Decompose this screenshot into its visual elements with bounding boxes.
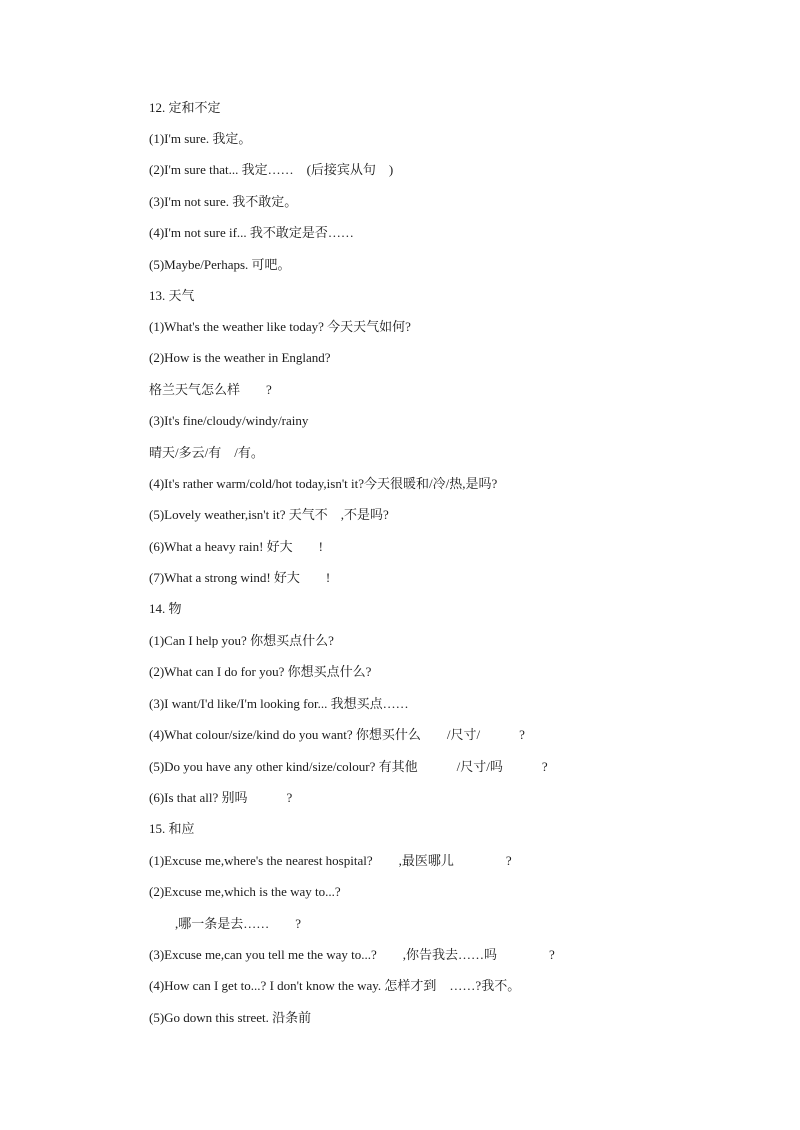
text-line: (5)Lovely weather,isn't it? 天气不 ,不是吗? — [149, 507, 389, 522]
text-line: (6)Is that all? 别吗 ? — [149, 790, 293, 805]
text-line: (1)What's the weather like today? 今天天气如何? — [149, 319, 411, 334]
text-line: (3)It's fine/cloudy/windy/rainy — [149, 413, 309, 428]
text-line: (6)What a heavy rain! 好大 ! — [149, 539, 323, 554]
text-line: (1)Can I help you? 你想买点什么? — [149, 633, 334, 648]
text-line: (2)How is the weather in England? — [149, 350, 331, 365]
text-line: (2)Excuse me,which is the way to...? — [149, 884, 341, 899]
text-line: ,哪一条是去…… ? — [149, 916, 302, 931]
section-heading: 14. 物 — [149, 601, 182, 616]
text-line: (7)What a strong wind! 好大 ! — [149, 570, 331, 585]
text-line: 格兰天气怎么样 ? — [149, 382, 272, 397]
text-line: (3)Excuse me,can you tell me the way to...? ,你告我去……吗 ? — [149, 947, 555, 962]
text-line: (2)I'm sure that... 我定…… (后接宾从句 ) — [149, 162, 394, 177]
text-line: (3)I want/I'd like/I'm looking for... 我想买点…… — [149, 696, 409, 711]
text-line: (1)I'm sure. 我定。 — [149, 131, 252, 146]
text-line: (1)Excuse me,where's the nearest hospital? ,最医哪儿 ? — [149, 853, 512, 868]
text-line: (4)It's rather warm/cold/hot today,isn't it?今天很暖和/冷/热,是吗? — [149, 476, 498, 491]
text-line: (5)Maybe/Perhaps. 可吧。 — [149, 257, 291, 272]
text-line: (4)I'm not sure if... 我不敢定是否…… — [149, 225, 354, 240]
text-line: (3)I'm not sure. 我不敢定。 — [149, 194, 298, 209]
text-line: (4)What colour/size/kind do you want? 你想买什么 /尺寸/ ? — [149, 727, 525, 742]
section-heading: 12. 定和不定 — [149, 100, 221, 115]
text-line: (5)Do you have any other kind/size/colour? 有其他 /尺寸/吗 ? — [149, 759, 548, 774]
text-line: (4)How can I get to...? I don't know the way. 怎样才到 ……?我不。 — [149, 978, 521, 993]
text-line: (5)Go down this street. 沿条前 — [149, 1010, 312, 1025]
text-line: 晴天/多云/有 /有。 — [149, 445, 264, 460]
text-line: (2)What can I do for you? 你想买点什么? — [149, 664, 372, 679]
section-heading: 15. 和应 — [149, 821, 195, 836]
section-heading: 13. 天气 — [149, 288, 195, 303]
